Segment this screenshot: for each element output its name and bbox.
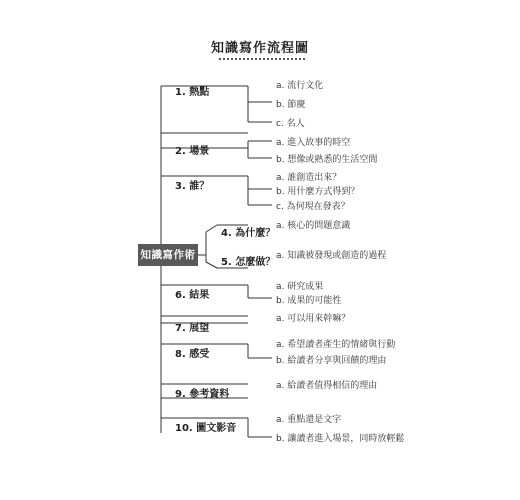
item-8a: a. 希望讀者產生的情緒與行動 bbox=[276, 340, 396, 350]
category-9: 9. 參考資料 bbox=[175, 389, 230, 400]
item-1a: a. 流行文化 bbox=[276, 81, 324, 91]
item-4a: a. 核心的問題意識 bbox=[276, 221, 351, 231]
category-1: 1. 熱點 bbox=[175, 87, 210, 98]
item-3a: a. 誰創造出來？ bbox=[276, 173, 342, 183]
category-3: 3. 誰？ bbox=[175, 181, 210, 192]
item-8b: b. 給讀者分享與回饋的理由 bbox=[276, 356, 387, 366]
category-2: 2. 場景 bbox=[175, 146, 210, 157]
item-2b: b. 想像或熟悉的生活空間 bbox=[276, 155, 378, 165]
item-5a: a. 知識被發現或創造的過程 bbox=[276, 251, 387, 261]
category-7: 7. 展望 bbox=[175, 323, 210, 334]
category-10: 10. 圖文影音 bbox=[175, 423, 237, 434]
item-7a: a. 可以用來幹嘛？ bbox=[276, 314, 351, 324]
item-10a: a. 重點還是文字 bbox=[276, 415, 342, 425]
item-6b: b. 成果的可能性 bbox=[276, 296, 342, 306]
item-10b: b. 讓讀者進入場景，同時放輕鬆 bbox=[276, 434, 405, 444]
item-3b: b. 用什麼方式得到？ bbox=[276, 187, 360, 197]
category-8: 8. 感受 bbox=[175, 349, 210, 360]
item-1c: c. 名人 bbox=[276, 119, 305, 129]
item-2a: a. 進入故事的時空 bbox=[276, 138, 351, 148]
category-5: 5. 怎麼做？ bbox=[221, 257, 276, 268]
diagram-title: 知識寫作流程圖 bbox=[210, 41, 309, 56]
item-3c: c. 為何現在發表？ bbox=[276, 202, 350, 212]
item-9a: a. 給讀者值得相信的理由 bbox=[276, 381, 378, 391]
item-6a: a. 研究成果 bbox=[276, 282, 324, 292]
category-4: 4. 為什麼？ bbox=[221, 228, 276, 239]
category-6: 6. 結果 bbox=[175, 290, 210, 301]
root-node: 知識寫作術 bbox=[138, 244, 198, 266]
item-1b: b. 節慶 bbox=[276, 100, 306, 110]
